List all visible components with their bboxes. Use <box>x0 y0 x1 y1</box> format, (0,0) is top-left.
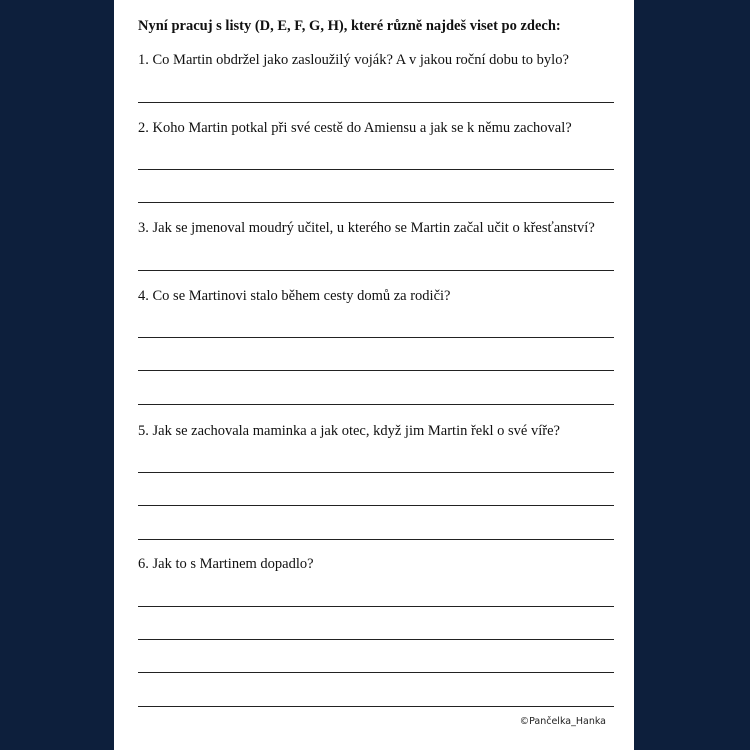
question-5: 5. Jak se zachovala maminka a jak otec, když jim Martin řekl o své víře? <box>138 423 560 439</box>
answer-line[interactable] <box>138 606 614 607</box>
answer-line[interactable] <box>138 337 614 338</box>
answer-line[interactable] <box>138 370 614 371</box>
answer-line[interactable] <box>138 672 614 673</box>
worksheet-heading: Nyní pracuj s listy (D, E, F, G, H), které různě najdeš viset po zdech: <box>138 18 561 34</box>
answer-line[interactable] <box>138 404 614 405</box>
answer-line[interactable] <box>138 505 614 506</box>
answer-line[interactable] <box>138 169 614 170</box>
answer-line[interactable] <box>138 539 614 540</box>
question-1: 1. Co Martin obdržel jako zasloužilý voják? A v jakou roční dobu to bylo? <box>138 52 569 68</box>
answer-line[interactable] <box>138 102 614 103</box>
answer-line[interactable] <box>138 472 614 473</box>
answer-line[interactable] <box>138 639 614 640</box>
worksheet-page <box>114 0 634 750</box>
answer-line[interactable] <box>138 270 614 271</box>
answer-line[interactable] <box>138 202 614 203</box>
copyright-text: ©Pančelka_Hanka <box>519 716 606 727</box>
answer-line[interactable] <box>138 706 614 707</box>
question-4: 4. Co se Martinovi stalo během cesty domů za rodiči? <box>138 288 451 304</box>
question-3: 3. Jak se jmenoval moudrý učitel, u kterého se Martin začal učit o křesťanství? <box>138 220 595 236</box>
question-6: 6. Jak to s Martinem dopadlo? <box>138 556 314 572</box>
question-2: 2. Koho Martin potkal při své cestě do Amiensu a jak se k němu zachoval? <box>138 120 572 136</box>
